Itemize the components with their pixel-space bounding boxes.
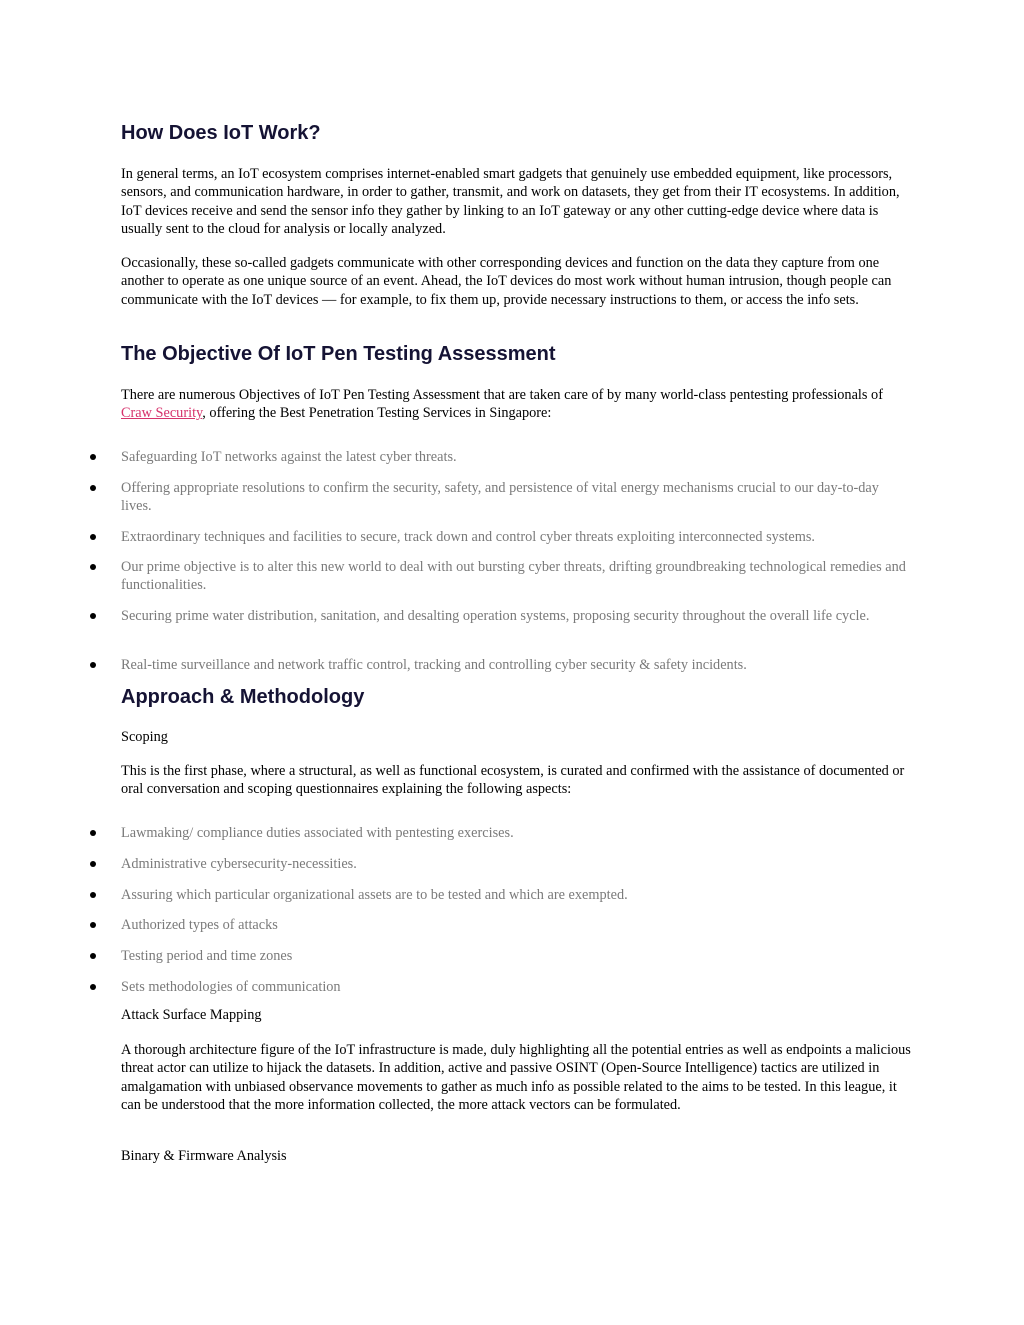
- paragraph-attack-surface-mapping: A thorough architecture figure of the IoT infrastructure is made, duly highlighting all the potential entries as well as endpoints a malicious threat actor can utilize to hijack the datasets. In addition, active and passive OSINT (Open-Source Intelligence) tactics are utilized in amalgamation with unbiased observance movements to gather as much info as possible related to the aims to be tested. In this league, it can be understood that the more information collected, the more attack vectors can be formulated.: [121, 1042, 911, 1113]
- heading-approach: Approach & Methodology: [121, 686, 365, 708]
- list-item-text: Sets methodologies of communication: [121, 979, 341, 995]
- objective-intro-text: There are numerous Objectives of IoT Pen Testing Assessment that are taken care of by many world-class pentesting professionals of: [121, 387, 883, 403]
- paragraph-gadgets-communicate: Occasionally, these so-called gadgets communicate with other corresponding devices and function on the data they capture from one another to operate as one unique source of an event. Ahead, the IoT devices do most work without human intrusion, though people can communicate with the IoT devices — for example, to fix them up, provide necessary instructions to them, or access the info sets.: [121, 255, 892, 308]
- list-item-text: Securing prime water distribution, sanitation, and desalting operation systems, proposing security throughout the overall life cycle.: [121, 608, 870, 624]
- list-item-text: Authorized types of attacks: [121, 917, 278, 933]
- bullet-icon: [90, 534, 96, 540]
- bullet-icon: [90, 984, 96, 990]
- list-item-text: Offering appropriate resolutions to confirm the security, safety, and persistence of vital energy mechanisms crucial to our day-to-day lives.: [121, 480, 879, 515]
- bullet-icon: [90, 613, 96, 619]
- heading-how-iot-works: How Does IoT Work?: [121, 122, 321, 144]
- bullet-icon: [90, 662, 96, 668]
- list-item-text: Safeguarding IoT networks against the latest cyber threats.: [121, 449, 457, 465]
- scoping-title: Scoping: [121, 729, 168, 745]
- bullet-icon: [90, 564, 96, 570]
- list-item-text: Assuring which particular organizational assets are to be tested and which are exempted.: [121, 887, 628, 903]
- bullet-icon: [90, 922, 96, 928]
- list-item-text: Our prime objective is to alter this new world to deal with out bursting cyber threats, drifting groundbreaking technological remedies and functionalities.: [121, 559, 906, 594]
- paragraph-iot-ecosystem: In general terms, an IoT ecosystem comprises internet-enabled smart gadgets that genuinely use embedded equipment, like processors, sensors, and communication hardware, in order to gather, transmit, and work on datasets, they get from their IT ecosystems. In addition, IoT devices receive and send the sensor info they gather by linking to an IoT gateway or any other cutting-edge device where data is usually sent to the cloud for analysis or locally analyzed.: [121, 166, 900, 237]
- binary-firmware-analysis-title: Binary & Firmware Analysis: [121, 1148, 287, 1164]
- bullet-icon: [90, 861, 96, 867]
- list-item-text: Lawmaking/ compliance duties associated with pentesting exercises.: [121, 825, 514, 841]
- bullet-icon: [90, 454, 96, 460]
- craw-security-link[interactable]: Craw Security: [121, 405, 203, 422]
- list-item-text: Real-time surveillance and network traffic control, tracking and controlling cyber security & safety incidents.: [121, 657, 747, 673]
- bullet-icon: [90, 485, 96, 491]
- list-item-text: Administrative cybersecurity-necessities.: [121, 856, 357, 872]
- objective-intro-text-end: , offering the Best Penetration Testing Services in Singapore:: [202, 405, 552, 422]
- list-item-text: Testing period and time zones: [121, 948, 293, 964]
- heading-objective: The Objective Of IoT Pen Testing Assessment: [121, 343, 556, 365]
- paragraph-scoping: This is the first phase, where a structural, as well as functional ecosystem, is curated and confirmed with the assistance of documented or oral conversation and scoping questionnaires explaining the following aspects:: [121, 763, 905, 798]
- bullet-icon: [90, 830, 96, 836]
- bullet-icon: [90, 892, 96, 898]
- bullet-icon: [90, 953, 96, 959]
- paragraph-objective-intro: [121, 386, 911, 423]
- attack-surface-mapping-title: Attack Surface Mapping: [121, 1007, 262, 1023]
- list-item-text: Extraordinary techniques and facilities to secure, track down and control cyber threats exploiting interconnected systems.: [121, 529, 815, 545]
